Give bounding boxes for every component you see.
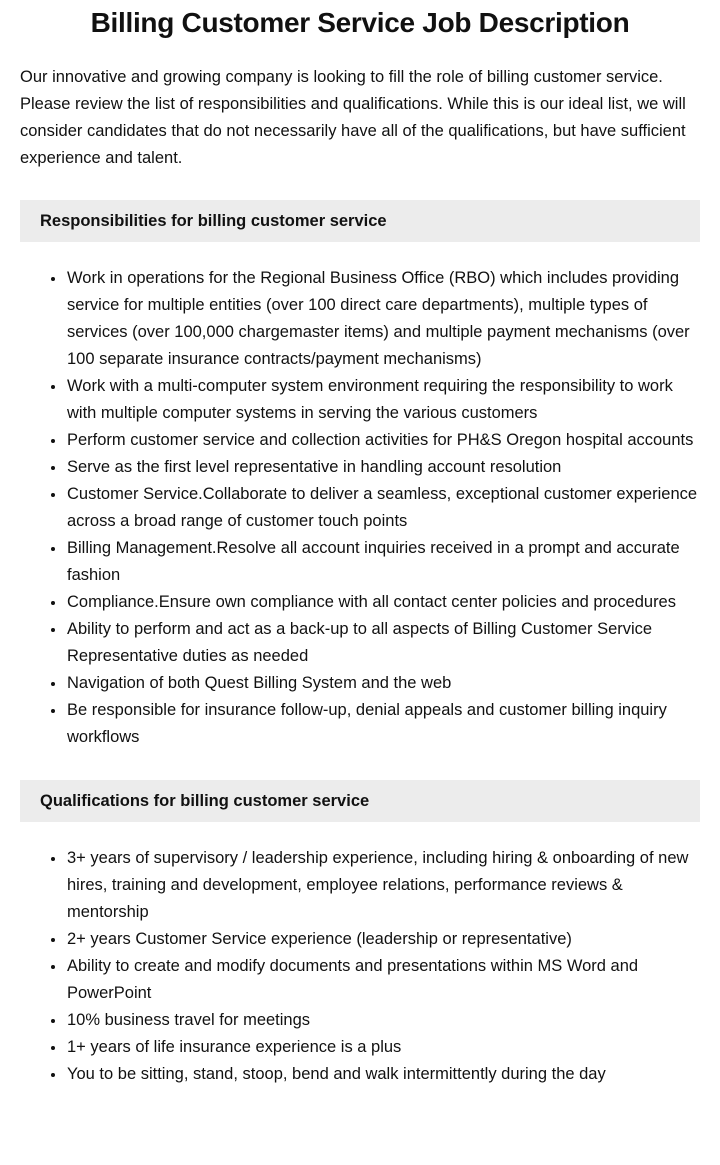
list-item: • Customer Service.Collaborate to deliver a seamless, exceptional customer experience across a broad range of customer touch points <box>66 481 700 535</box>
responsibilities-list <box>20 265 700 751</box>
list-item: • 1+ years of life insurance experience is a plus <box>66 1034 700 1061</box>
list-item: • Be responsible for insurance follow-up, denial appeals and customer billing inquiry workflows <box>66 697 700 751</box>
qualifications-section-heading: Qualifications for billing customer service <box>20 780 700 822</box>
list-item: • Perform customer service and collection activities for PH&S Oregon hospital accounts <box>66 427 700 454</box>
list-item: • 10% business travel for meetings <box>66 1007 700 1034</box>
list-item: • Navigation of both Quest Billing System and the web <box>66 670 700 697</box>
responsibilities-section <box>20 200 700 751</box>
list-item: • Work in operations for the Regional Business Office (RBO) which includes providing service for multiple entities (over 100 direct care departments), multiple types of services (over 100,000 chargemaster items) and multiple payment mechanisms (over 100 separate insurance contracts/payment mechanisms) <box>66 265 700 373</box>
list-item: • Ability to create and modify documents and presentations within MS Word and PowerPoint <box>66 953 700 1007</box>
qualifications-list <box>20 845 700 1088</box>
page-title: Billing Customer Service Job Description <box>90 7 630 38</box>
list-item: • Billing Management.Resolve all account inquiries received in a prompt and accurate fashion <box>66 535 700 589</box>
list-item: • Serve as the first level representative in handling account resolution <box>66 454 700 481</box>
responsibilities-section-heading: Responsibilities for billing customer service <box>20 200 700 242</box>
list-item: • 3+ years of supervisory / leadership experience, including hiring & onboarding of new hires, training and development, employee relations, performance reviews & mentorship <box>66 845 700 926</box>
intro-paragraph: Our innovative and growing company is looking to fill the role of billing customer service. Please review the list of responsibilities and qualifications. While this is our ideal list, we will consider candidates that do not necessarily have all of the qualifications, but have sufficient experience and talent. <box>20 68 686 167</box>
list-item: • 2+ years Customer Service experience (leadership or representative) <box>66 926 700 953</box>
list-item: • Work with a multi-computer system environment requiring the responsibility to work with multiple computer systems in serving the various customers <box>66 373 700 427</box>
list-item: • You to be sitting, stand, stoop, bend and walk intermittently during the day <box>66 1061 700 1088</box>
qualifications-section <box>20 780 700 1088</box>
list-item: • Ability to perform and act as a back-up to all aspects of Billing Customer Service Representative duties as needed <box>66 616 700 670</box>
list-item: • Compliance.Ensure own compliance with all contact center policies and procedures <box>66 589 700 616</box>
